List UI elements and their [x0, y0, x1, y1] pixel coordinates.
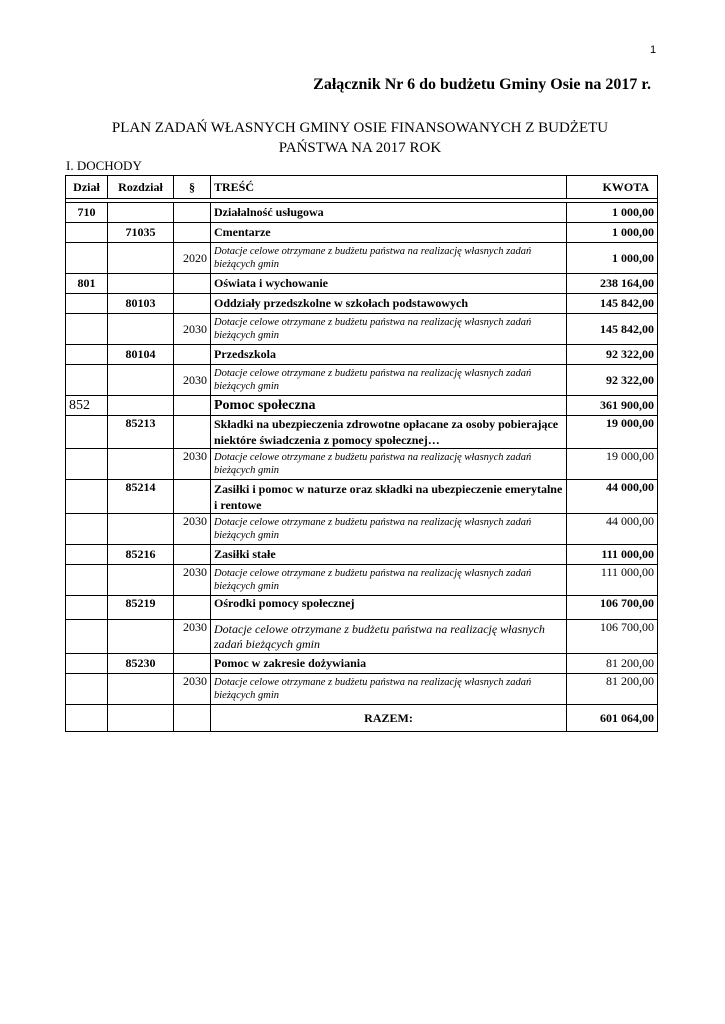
plan-title-line2: PAŃSTWA NA 2017 ROK — [278, 140, 442, 156]
table-row — [66, 449, 658, 480]
rozdzial-code: 71035 — [108, 223, 174, 243]
paragraf-code: 2030 — [174, 449, 211, 480]
row-name: Ośrodki pomocy społecznej — [211, 596, 567, 620]
row-name: Dotacje celowe otrzymane z budżetu państwa na realizację własnych zadań bieżących gmin — [211, 365, 567, 396]
row-amount: 1 000,00 — [567, 203, 658, 223]
total-row — [66, 705, 658, 732]
row-name: Dotacje celowe otrzymane z budżetu państwa na realizację własnych zadań bieżących gmin — [211, 449, 567, 480]
row-name: Cmentarze — [211, 223, 567, 243]
table-row — [66, 565, 658, 596]
rozdzial-code: 85219 — [108, 596, 174, 620]
row-amount: 81 200,00 — [567, 674, 658, 705]
row-name: Pomoc w zakresie dożywiania — [211, 654, 567, 674]
row-name: Pomoc społeczna — [211, 396, 567, 416]
row-amount: 111 000,00 — [567, 565, 658, 596]
row-amount: 238 164,00 — [567, 274, 658, 294]
table-row — [66, 345, 658, 365]
table-row — [66, 620, 658, 654]
row-name: Oświata i wychowanie — [211, 274, 567, 294]
table-row — [66, 654, 658, 674]
rozdzial-code: 85230 — [108, 654, 174, 674]
budget-table — [65, 175, 658, 732]
row-name: Oddziały przedszkolne w szkołach podstawowych — [211, 294, 567, 314]
annex-title: Załącznik Nr 6 do budżetu Gminy Osie na 2017 r. — [313, 76, 651, 93]
row-name: Dotacje celowe otrzymane z budżetu państwa na realizację własnych zadań bieżących gmin — [211, 514, 567, 545]
total-amount: 601 064,00 — [567, 705, 658, 732]
paragraf-code: 2030 — [174, 620, 211, 654]
paragraf-code: 2030 — [174, 314, 211, 345]
row-amount: 361 900,00 — [567, 396, 658, 416]
table-row — [66, 416, 658, 449]
row-amount: 106 700,00 — [567, 596, 658, 620]
col-header-paragraf: § — [174, 176, 211, 199]
row-name: Zasiłki stałe — [211, 545, 567, 565]
table-row — [66, 674, 658, 705]
table-row — [66, 274, 658, 294]
row-amount: 92 322,00 — [567, 345, 658, 365]
table-row — [66, 514, 658, 545]
row-name: Przedszkola — [211, 345, 567, 365]
dzial-code: 710 — [66, 203, 108, 223]
plan-title — [60, 118, 660, 158]
col-header-rozdzial: Rozdział — [108, 176, 174, 199]
rozdzial-code: 80104 — [108, 345, 174, 365]
row-name: Dotacje celowe otrzymane z budżetu państwa na realizację własnych zadań bieżących gmin — [211, 314, 567, 345]
rozdzial-code: 85214 — [108, 480, 174, 514]
section-label: I. DOCHODY — [66, 158, 142, 173]
row-name: Dotacje celowe otrzymane z budżetu państwa na realizację własnych zadań bieżących gmin — [211, 620, 567, 654]
dzial-code: 852 — [66, 396, 108, 416]
col-header-kwota: KWOTA — [567, 176, 658, 199]
budget-table-container — [65, 175, 657, 775]
row-amount: 92 322,00 — [567, 365, 658, 396]
total-label: RAZEM: — [211, 705, 567, 732]
row-amount: 106 700,00 — [567, 620, 658, 654]
table-row — [66, 294, 658, 314]
row-amount: 44 000,00 — [567, 514, 658, 545]
plan-title-line1: PLAN ZADAŃ WŁASNYCH GMINY OSIE FINANSOWANYCH Z BUDŻETU — [111, 120, 609, 136]
row-name: Dotacje celowe otrzymane z budżetu państwa na realizację własnych zadań bieżących gmin — [211, 674, 567, 705]
table-row — [66, 223, 658, 243]
col-header-dzial: Dział — [66, 176, 108, 199]
row-amount: 111 000,00 — [567, 545, 658, 565]
paragraf-code: 2020 — [174, 243, 211, 274]
col-header-tresc: TREŚĆ — [211, 176, 567, 199]
row-name: Dotacje celowe otrzymane z budżetu państwa na realizację własnych zadań bieżących gmin — [211, 565, 567, 596]
table-row — [66, 203, 658, 223]
table-row — [66, 480, 658, 514]
row-name: Zasiłki i pomoc w naturze oraz składki na ubezpieczenie emerytalne i rentowe — [211, 480, 567, 514]
page-number: 1 — [650, 44, 657, 56]
row-amount: 81 200,00 — [567, 654, 658, 674]
rozdzial-code: 80103 — [108, 294, 174, 314]
row-amount: 1 000,00 — [567, 223, 658, 243]
table-row — [66, 243, 658, 274]
table-row — [66, 396, 658, 416]
table-row — [66, 314, 658, 345]
rozdzial-code: 85216 — [108, 545, 174, 565]
row-amount: 145 842,00 — [567, 294, 658, 314]
row-name: Dotacje celowe otrzymane z budżetu państwa na realizację własnych zadań bieżących gmin — [211, 243, 567, 274]
table-header-row — [66, 176, 658, 199]
row-name: Składki na ubezpieczenia zdrowotne opłacane za osoby pobierające niektóre świadczenia z pomocy społecznej… — [211, 416, 567, 449]
row-amount: 19 000,00 — [567, 416, 658, 449]
table-row — [66, 545, 658, 565]
row-amount: 1 000,00 — [567, 243, 658, 274]
rozdzial-code: 85213 — [108, 416, 174, 449]
table-row — [66, 365, 658, 396]
row-amount: 19 000,00 — [567, 449, 658, 480]
dzial-code: 801 — [66, 274, 108, 294]
row-amount: 44 000,00 — [567, 480, 658, 514]
paragraf-code: 2030 — [174, 514, 211, 545]
row-name: Działalność usługowa — [211, 203, 567, 223]
row-amount: 145 842,00 — [567, 314, 658, 345]
paragraf-code: 2030 — [174, 565, 211, 596]
paragraf-code: 2030 — [174, 674, 211, 705]
paragraf-code: 2030 — [174, 365, 211, 396]
table-row — [66, 596, 658, 620]
